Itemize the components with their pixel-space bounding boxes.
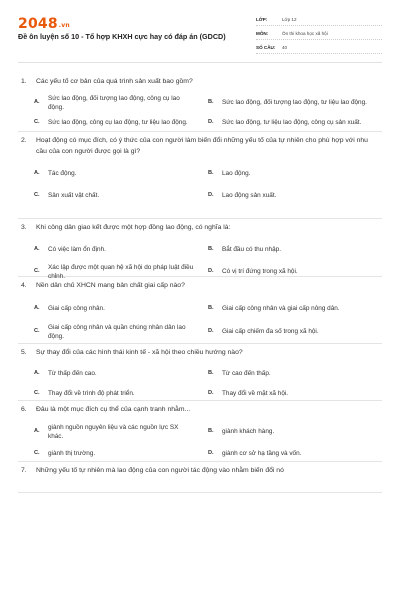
question-item bbox=[18, 401, 382, 462]
question-number: 6. bbox=[21, 406, 27, 413]
logo-tld: .vn bbox=[58, 22, 70, 29]
question-text: Đâu là một mục đích cụ thể của cạnh tranh nhằm... bbox=[36, 406, 191, 413]
meta-value: Ôn thi khoa học xã hội bbox=[282, 31, 328, 36]
option-letter: B. bbox=[208, 170, 214, 177]
answer-options bbox=[18, 239, 382, 283]
option-text: Sức lao động, tư liệu lao động, công cụ sản xuất. bbox=[222, 119, 362, 127]
logo-main: 2048 bbox=[18, 16, 58, 32]
option-letter: C. bbox=[34, 119, 40, 126]
meta-key: MÔN: bbox=[256, 31, 269, 36]
option-text: giành nguồn nguyên liệu và các nguồn lực SX khác. bbox=[48, 423, 179, 440]
option-text: Xác lập được một quan hệ xã hội do pháp luật điều chỉnh. bbox=[48, 263, 194, 280]
meta-value: 40 bbox=[282, 45, 288, 50]
answer-option[interactable] bbox=[208, 163, 382, 185]
option-text: Có việc làm ổn định. bbox=[48, 246, 106, 254]
question-item bbox=[18, 344, 382, 401]
answer-option[interactable] bbox=[208, 321, 382, 343]
answer-option[interactable] bbox=[34, 113, 208, 133]
option-text: Có vị trí đứng trong xã hội. bbox=[222, 268, 298, 276]
question-text-row bbox=[18, 344, 382, 358]
question-text: Những yếu tố tự nhiên mà lao động của con người tác động vào nhằm biến đổi nó bbox=[36, 467, 284, 474]
option-text: giành cơ sở hạ tầng và vốn. bbox=[222, 450, 302, 458]
answer-option[interactable] bbox=[208, 421, 382, 443]
question-text-row bbox=[18, 462, 382, 476]
answer-option[interactable] bbox=[34, 364, 208, 384]
question-text-row bbox=[18, 219, 382, 233]
meta-row-class bbox=[256, 14, 382, 26]
option-letter: D. bbox=[208, 268, 214, 275]
exam-header bbox=[0, 0, 400, 63]
question-item bbox=[18, 132, 382, 219]
option-text: Giai cấp công nhân và quần chúng nhân dân lao động. bbox=[48, 323, 186, 340]
meta-key: SỐ CÂU: bbox=[256, 45, 276, 50]
answer-option[interactable] bbox=[208, 443, 382, 465]
answer-option[interactable] bbox=[208, 185, 382, 207]
question-text-row bbox=[18, 132, 382, 157]
option-letter: A. bbox=[34, 99, 40, 106]
option-text: Sức lao động, công cụ lao động, tư liệu lao động. bbox=[48, 119, 188, 127]
option-text: Từ cao đến thấp. bbox=[222, 370, 271, 378]
answer-options bbox=[18, 163, 382, 207]
option-letter: B. bbox=[208, 99, 214, 106]
answer-option[interactable] bbox=[34, 163, 208, 185]
question-number: 3. bbox=[21, 224, 27, 231]
answer-option[interactable] bbox=[34, 185, 208, 207]
option-letter: C. bbox=[34, 268, 40, 275]
option-letter: D. bbox=[208, 328, 214, 335]
option-letter: C. bbox=[34, 328, 40, 335]
meta-row-subject bbox=[256, 28, 382, 40]
question-number: 5. bbox=[21, 349, 27, 356]
option-letter: A. bbox=[34, 170, 40, 177]
question-text-row bbox=[18, 73, 382, 87]
question-list bbox=[0, 73, 400, 493]
option-text: giành khách hàng. bbox=[222, 428, 275, 436]
option-text: Sức lao động, đối tượng lao động, công cụ lao động. bbox=[48, 94, 180, 111]
option-text: Tác động. bbox=[48, 170, 77, 178]
option-text: Sức lao động, đối tượng lao động, tư liệu lao động. bbox=[222, 99, 367, 107]
header-divider bbox=[18, 62, 382, 63]
answer-option[interactable] bbox=[34, 321, 208, 343]
option-letter: D. bbox=[208, 450, 214, 457]
question-number: 4. bbox=[21, 282, 27, 289]
answer-option[interactable] bbox=[208, 364, 382, 384]
option-letter: B. bbox=[208, 428, 214, 435]
option-text: Lao động. bbox=[222, 170, 251, 178]
question-text: Sự thay đổi của các hình thái kinh tế - xã hội theo chiều hướng nào? bbox=[36, 349, 243, 356]
option-text: Sản xuất vật chất. bbox=[48, 192, 100, 200]
answer-options bbox=[18, 93, 382, 133]
answer-options bbox=[18, 364, 382, 404]
question-number: 1. bbox=[21, 78, 27, 85]
question-item bbox=[18, 462, 382, 493]
option-text: Giai cấp công nhân. bbox=[48, 305, 105, 313]
answer-option[interactable] bbox=[34, 384, 208, 404]
meta-row-count bbox=[256, 42, 382, 54]
option-text: Giai cấp công nhân và giai cấp nông dân. bbox=[222, 305, 340, 313]
answer-option[interactable] bbox=[208, 93, 382, 113]
answer-option[interactable] bbox=[34, 443, 208, 465]
question-item bbox=[18, 73, 382, 132]
option-letter: B. bbox=[208, 370, 214, 377]
answer-option[interactable] bbox=[34, 93, 208, 113]
answer-option[interactable] bbox=[208, 113, 382, 133]
option-letter: A. bbox=[34, 428, 40, 435]
question-text-row bbox=[18, 401, 382, 415]
question-text: Hoạt động có mục đích, có ý thức của con người làm biến đổi những yếu tố của tự nhiên cho phù hợp với nhu cầu của con người được gọi là gì? bbox=[36, 137, 368, 155]
option-letter: C. bbox=[34, 390, 40, 397]
answer-option[interactable] bbox=[208, 297, 382, 321]
option-letter: C. bbox=[34, 450, 40, 457]
exam-meta bbox=[256, 14, 382, 56]
option-text: Từ thấp đến cao. bbox=[48, 370, 97, 378]
answer-option[interactable] bbox=[34, 421, 208, 443]
answer-option[interactable] bbox=[208, 239, 382, 261]
meta-value: Lớp 12 bbox=[282, 17, 297, 22]
answer-options bbox=[18, 297, 382, 343]
option-text: Lao động sản xuất. bbox=[222, 192, 277, 200]
answer-option[interactable] bbox=[34, 297, 208, 321]
option-text: Thay đổi về trình độ phát triển. bbox=[48, 390, 135, 398]
option-text: Giai cấp chiếm đa số trong xã hội. bbox=[222, 328, 319, 336]
question-item bbox=[18, 277, 382, 344]
site-logo[interactable] bbox=[18, 16, 70, 32]
answer-option[interactable] bbox=[34, 239, 208, 261]
option-letter: A. bbox=[34, 246, 40, 253]
question-text-row bbox=[18, 277, 382, 291]
question-text: Các yếu tố cơ bản của quá trình sản xuất bao gồm? bbox=[36, 78, 193, 85]
option-letter: D. bbox=[208, 390, 214, 397]
question-item bbox=[18, 219, 382, 280]
option-text: Thay đổi về mặt xã hội. bbox=[222, 390, 289, 398]
answer-options bbox=[18, 421, 382, 465]
exam-title: Đề ôn luyện số 10 - Tổ hợp KHXH cực hay có đáp án (GDCD) bbox=[18, 32, 226, 41]
option-letter: B. bbox=[208, 305, 214, 312]
option-letter: C. bbox=[34, 192, 40, 199]
option-text: Bắt đầu có thu nhập. bbox=[222, 246, 281, 254]
option-letter: A. bbox=[34, 305, 40, 312]
question-number: 7. bbox=[21, 467, 27, 474]
question-text: Khi công dân giao kết được một hợp đồng lao động, có nghĩa là: bbox=[36, 224, 231, 231]
meta-key: LỚP: bbox=[256, 17, 268, 22]
option-letter: D. bbox=[208, 192, 214, 199]
question-number: 2. bbox=[21, 137, 27, 144]
option-text: giành thị trường. bbox=[48, 450, 96, 458]
question-text: Nền dân chủ XHCN mang bản chất giai cấp nào? bbox=[36, 282, 185, 289]
option-letter: D. bbox=[208, 119, 214, 126]
option-letter: B. bbox=[208, 246, 214, 253]
answer-option[interactable] bbox=[208, 384, 382, 404]
option-letter: A. bbox=[34, 370, 40, 377]
